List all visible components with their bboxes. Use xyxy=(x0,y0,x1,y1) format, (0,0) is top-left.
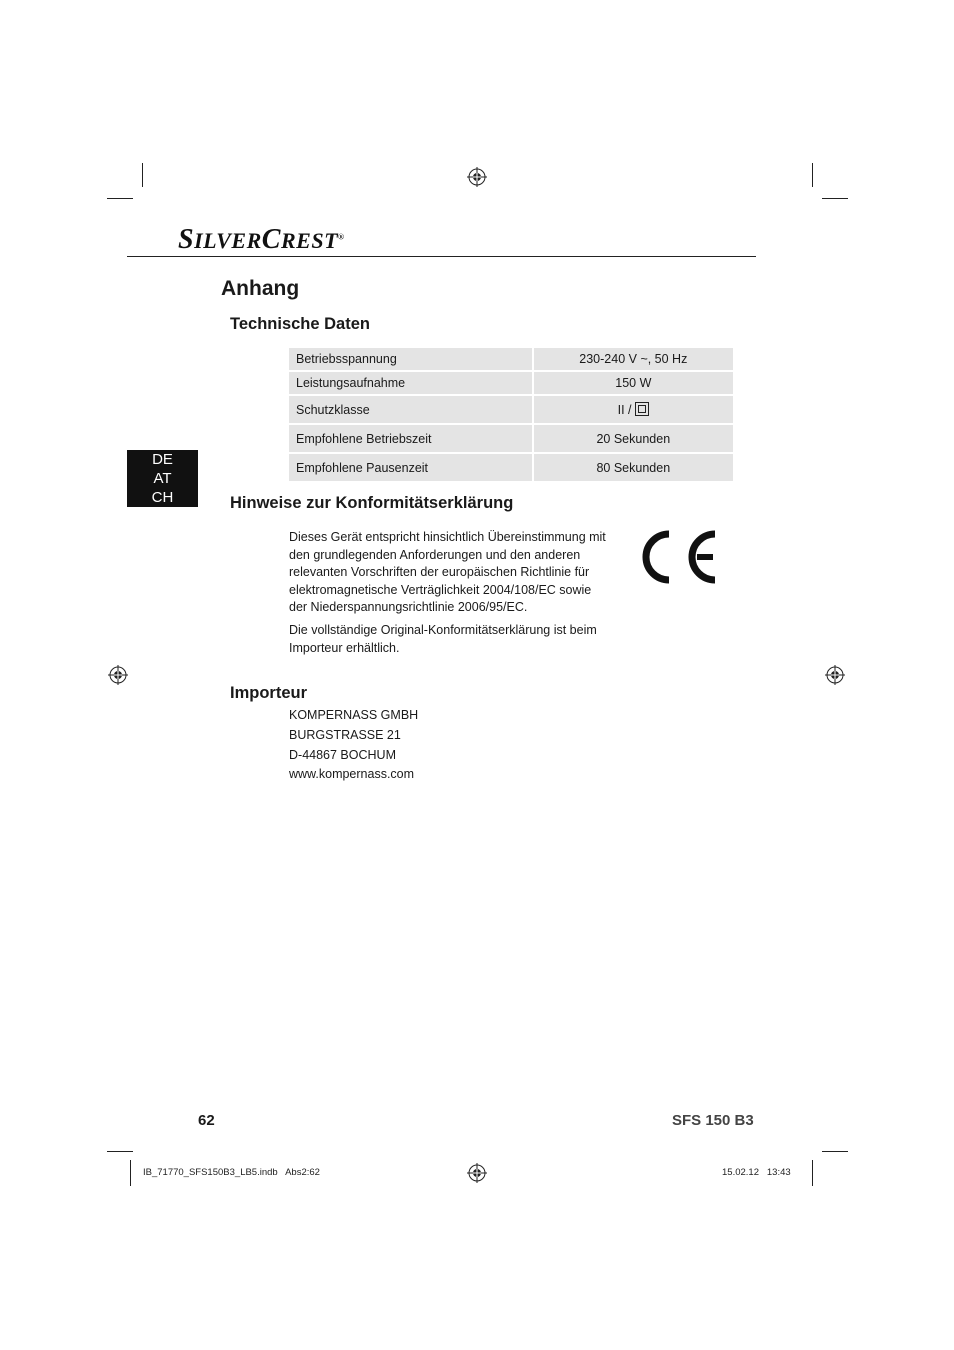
crop-mark xyxy=(822,1151,848,1152)
footer-date-time: 15.02.12 13:43 xyxy=(722,1167,791,1178)
text-line: Die vollständige Original-Konformitätserklärung ist beim xyxy=(289,623,597,637)
spec-value: II / xyxy=(617,403,632,417)
conformity-paragraph xyxy=(289,529,606,617)
language-code: AT xyxy=(153,470,172,487)
technical-data-table xyxy=(289,346,733,483)
spec-value: 20 Sekunden xyxy=(532,425,733,452)
importer-website: www.kompernass.com xyxy=(289,767,415,782)
conformity-paragraph xyxy=(289,622,597,657)
crop-mark xyxy=(107,1151,133,1152)
address-line: BURGSTRASSE 21 xyxy=(289,727,401,742)
text-line: den grundlegenden Anforderungen und den anderen xyxy=(289,547,581,562)
table-row xyxy=(289,348,733,370)
technical-data-heading: Technische Daten xyxy=(230,315,370,333)
header-rule xyxy=(127,256,756,257)
spec-label: Empfohlene Pausenzeit xyxy=(289,454,532,481)
protection-class-ii-icon xyxy=(635,402,649,416)
spec-value: 230-240 V ~, 50 Hz xyxy=(532,348,733,370)
spec-label: Empfohlene Betriebszeit xyxy=(289,425,532,452)
text-line: Importeur erhältlich. xyxy=(289,640,400,655)
conformity-heading: Hinweise zur Konformitätserklärung xyxy=(230,494,514,512)
page-title: Anhang xyxy=(221,277,300,300)
crop-mark xyxy=(812,163,813,187)
text-line: Dieses Gerät entspricht hinsichtlich Übereinstimmung mit xyxy=(289,530,606,544)
spec-value-cell xyxy=(532,396,733,423)
ce-mark-icon xyxy=(639,528,719,586)
address-line: KOMPERNASS GMBH xyxy=(289,708,419,722)
crop-mark xyxy=(822,198,848,199)
registration-mark-icon xyxy=(467,1163,487,1183)
text-line: der Niederspannungsrichtlinie 2006/95/EC. xyxy=(289,600,528,614)
crop-mark xyxy=(107,198,133,199)
crop-mark xyxy=(130,1160,131,1186)
table-row xyxy=(289,454,733,481)
spec-label: Betriebsspannung xyxy=(289,348,532,370)
table-row xyxy=(289,396,733,423)
spec-value: 80 Sekunden xyxy=(532,454,733,481)
language-code: CH xyxy=(151,489,174,506)
text-line: elektromagnetische Verträglichkeit 2004/108/EC sowie xyxy=(289,582,592,597)
crop-mark xyxy=(142,163,143,187)
importer-heading: Importeur xyxy=(230,684,308,702)
table-row xyxy=(289,372,733,394)
registration-mark-icon xyxy=(825,665,845,685)
spec-label: Schutzklasse xyxy=(289,396,532,423)
importer-address xyxy=(289,706,418,785)
language-tab xyxy=(127,450,198,507)
registration-mark-icon xyxy=(467,167,487,187)
crop-mark xyxy=(812,1160,813,1186)
spec-label: Leistungsaufnahme xyxy=(289,372,532,394)
spec-value: 150 W xyxy=(532,372,733,394)
footer-file-info: IB_71770_SFS150B3_LB5.indb Abs2:62 xyxy=(143,1167,320,1178)
language-code: DE xyxy=(152,451,173,468)
address-line: D-44867 BOCHUM xyxy=(289,747,396,762)
text-line: relevanten Vorschriften der europäischen Richtlinie für xyxy=(289,565,590,579)
table-row xyxy=(289,425,733,452)
model-number: SFS 150 B3 xyxy=(672,1112,754,1129)
page-number: 62 xyxy=(198,1112,215,1129)
registration-mark-icon xyxy=(108,665,128,685)
brand-logo: SILVERCREST® xyxy=(178,224,345,255)
